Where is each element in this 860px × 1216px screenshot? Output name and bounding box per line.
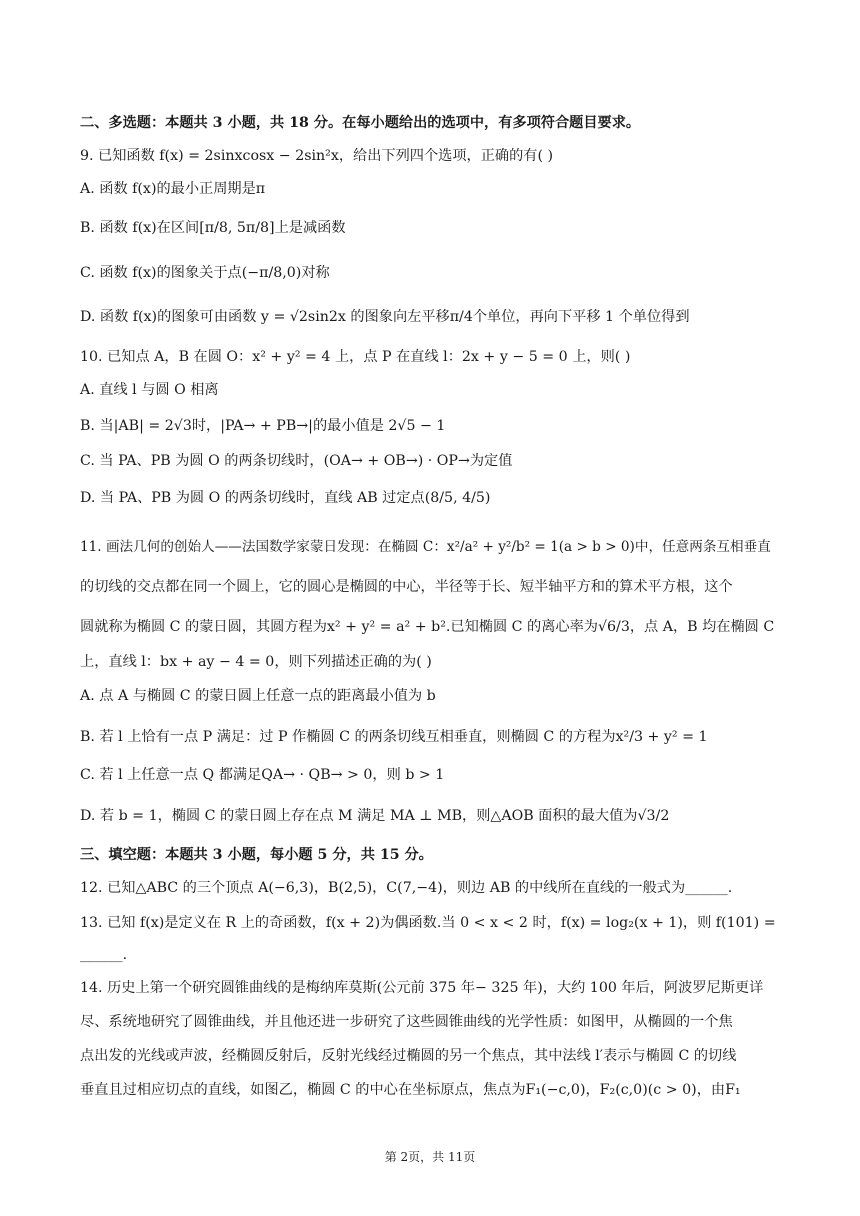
question-14-line-2: 尽、系统地研究了圆锥曲线，并且他还进一步研究了这些圆锥曲线的光学性质：如图甲，从椭圆的一个焦 [80, 1014, 733, 1030]
question-12: 12. 已知△ABC 的三个顶点 A(−6,3)，B(2,5)，C(7,−4)，则边 AB 的中线所在直线的一般式为______. [80, 880, 733, 896]
question-10-stem: 10. 已知点 A，B 在圆 O：x² + y² = 4 上，点 P 在直线 l：2x + y − 5 = 0 上，则( ) [80, 349, 631, 365]
question-9-option-d: D. 函数 f(x)的图象可由函数 y = √2sin2x 的图象向左平移π/4个单位，再向下平移 1 个单位得到 [80, 309, 690, 325]
question-11-option-c: C. 若 l 上任意一点 Q 都满足QA→ · QB→ > 0，则 b > 1 [80, 767, 445, 783]
question-11-option-d: D. 若 b = 1，椭圆 C 的蒙日圆上存在点 M 满足 MA ⊥ MB，则△AOB 面积的最大值为√3/2 [80, 808, 670, 824]
question-14-line-3: 点出发的光线或声波，经椭圆反射后，反射光线经过椭圆的另一个焦点，其中法线 l′表示与椭圆 C 的切线 [80, 1048, 737, 1064]
section-heading-fill-in: 三、填空题：本题共 3 小题，每小题 5 分，共 15 分。 [80, 847, 433, 863]
question-11-option-a: A. 点 A 与椭圆 C 的蒙日圆上任意一点的距离最小值为 b [80, 688, 436, 704]
question-11-line-2: 的切线的交点都在同一个圆上，它的圆心是椭圆的中心，半径等于长、短半轴平方和的算术平方根，这个 [80, 579, 733, 595]
question-10-option-b: B. 当|AB| = 2√3时，|PA→ + PB→|的最小值是 2√5 − 1 [80, 418, 446, 434]
question-11-option-b: B. 若 l 上恰有一点 P 满足：过 P 作椭圆 C 的两条切线互相垂直，则椭圆 C 的方程为x²/3 + y² = 1 [80, 729, 708, 745]
question-13-line-2: ______. [80, 947, 128, 963]
question-9-stem: 9. 已知函数 f(x) = 2sinxcosx − 2sin²x，给出下列四个选项，正确的有( ) [80, 148, 554, 164]
question-11-line-4: 上，直线 l：bx + ay − 4 = 0，则下列描述正确的为( ) [80, 654, 432, 670]
question-10-option-c: C. 当 PA、PB 为圆 O 的两条切线时，(OA→ + OB→) · OP→为定值 [80, 453, 513, 469]
question-9-option-b: B. 函数 f(x)在区间[π/8, 5π/8]上是减函数 [80, 220, 346, 236]
question-11-line-3: 圆就称为椭圆 C 的蒙日圆，其圆方程为x² + y² = a² + b².已知椭圆 C 的离心率为√6/3，点 A，B 均在椭圆 C [80, 619, 775, 635]
question-10-option-a: A. 直线 l 与圆 O 相离 [80, 382, 219, 398]
question-9-option-c: C. 函数 f(x)的图象关于点(−π/8,0)对称 [80, 265, 330, 281]
question-13-line-1: 13. 已知 f(x)是定义在 R 上的奇函数，f(x + 2)为偶函数.当 0 < x < 2 时，f(x) = log₂(x + 1)，则 f(101) = [80, 915, 776, 931]
question-10-option-d: D. 当 PA、PB 为圆 O 的两条切线时，直线 AB 过定点(8/5, 4/5) [80, 490, 491, 506]
page-number: 第 2页，共 11页 [384, 1150, 476, 1164]
question-14-line-1: 14. 历史上第一个研究圆锥曲线的是梅纳库莫斯(公元前 375 年− 325 年)，大约 100 年后，阿波罗尼斯更详 [80, 980, 764, 996]
section-heading-multiple-choice: 二、多选题：本题共 3 小题，共 18 分。在每小题给出的选项中，有多项符合题目要求。 [80, 115, 641, 131]
question-11-line-1: 11. 画法几何的创始人——法国数学家蒙日发现：在椭圆 C：x²/a² + y²/b² = 1(a > b > 0)中，任意两条互相垂直 [80, 539, 771, 555]
question-9-option-a: A. 函数 f(x)的最小正周期是π [80, 181, 266, 197]
question-14-line-4: 垂直且过相应切点的直线，如图乙，椭圆 C 的中心在坐标原点，焦点为F₁(−c,0)，F₂(c,0)(c > 0)，由F₁ [80, 1082, 741, 1098]
